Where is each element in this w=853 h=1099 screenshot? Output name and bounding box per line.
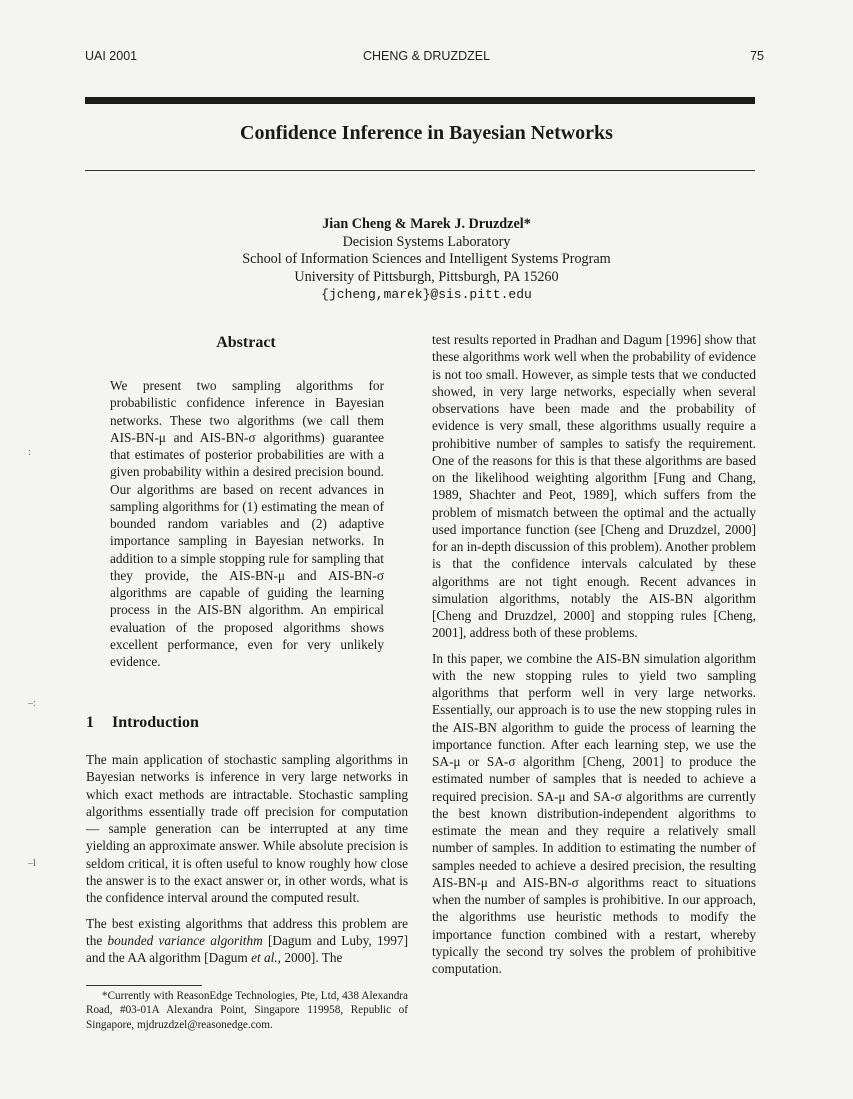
footnote-rule (86, 985, 202, 986)
abstract-heading: Abstract (216, 334, 276, 351)
scan-margin-mark: –: (28, 698, 36, 709)
intro-p2-text-c: [Dagum and Luby, 1997] and the AA algorithm [Dagum (86, 932, 408, 966)
title-bottom-rule (85, 170, 755, 172)
introduction-body (86, 751, 408, 975)
footnote-text: *Currently with ReasonEdge Technologies, Pte, Ltd, 438 Alexandra Road, #03-01A Alexandra Point, Singapore 119958, Republic of Singapore, mjdruzdzel@reasonedge.com. (86, 990, 408, 1031)
running-header-authors: CHENG & DRUZDZEL (362, 49, 491, 63)
scan-margin-mark: : (28, 447, 31, 458)
author-block (0, 216, 853, 304)
running-header-venue: UAI 2001 (85, 49, 138, 63)
section-number: 1 (86, 714, 94, 731)
intro-paragraph-2 (86, 915, 408, 967)
abstract-text: We present two sampling algorithms for probabilistic confidence inference in Bayesian networks. These two algorithms (we call them AIS-BN-μ and AIS-BN-σ algorithms) guarantee that estimates of posterior probabilities are with a given probability within a desired precision bound. Our algorithms are based on recent advances in sampling algorithms for (1) estimating the mean of bounded random variables and (2) adaptive importance sampling in Bayesian networks. In addition to a simple stopping rule for sampling that they provide, the AIS-BN-μ and AIS-BN-σ algorithms are capable of guiding the learning process in the AIS-BN algorithm. An empirical evaluation of the proposed algorithms shows excellent performance, even for very unlikely evidence. (110, 378, 384, 669)
scan-margin-mark: –l (28, 858, 36, 869)
intro-paragraph-1: The main application of stochastic sampling algorithms in Bayesian networks is inference in very large networks in which exact methods are intractable. Stochastic sampling algorithms essentially trade off precision for computation — sample generation can be interrupted at any time yielding an approximate answer. While absolute precision is seldom critical, it is often useful to know roughly how close the answer is to the exact answer or, in other words, what is the confidence interval around the computed result. (86, 752, 408, 906)
affiliation-school: School of Information Sciences and Intelligent Systems Program (242, 251, 611, 267)
intro-p2-italic-d: et al. (251, 950, 278, 966)
author-email: {jcheng,marek}@sis.pitt.edu (321, 287, 532, 302)
right-paragraph-2: In this paper, we combine the AIS-BN simulation algorithm with the new stopping rules to yield two sampling algorithms that perform well in very large networks. Essentially, our approach is to use the new stopping rules in the AIS-BN algorithm to guide the process of learning the importance function. After each learning step, we use the SA-μ or SA-σ algorithm [Cheng, 2001] to produce the estimated number of samples that is needed to achieve a required precision. SA-μ and SA-σ algorithms are currently the best known distribution-independent algorithms to estimate the mean and they require a relatively small number of samples. In addition to estimating the number of samples needed to achieve a desired precision, the resulting AIS-BN-μ and AIS-BN-σ algorithms react to situations when the number of samples is prohibitive. In our approach, the algorithms use heuristic methods to modify the importance function combined with a restart, whereby typically the second try solves the problem of prohibitive computation. (432, 650, 756, 976)
title-top-rule (85, 97, 755, 104)
author-names: Jian Cheng & Marek J. Druzdzel* (322, 216, 531, 232)
affiliation-lab: Decision Systems Laboratory (342, 233, 511, 250)
footnote (86, 989, 408, 1032)
intro-p2-italic-b: bounded variance algorithm (107, 932, 263, 948)
affiliation-university: University of Pittsburgh, Pittsburgh, PA 15260 (294, 268, 559, 285)
page-number: 75 (750, 49, 764, 63)
intro-p2-text-e: , 2000]. The (277, 950, 343, 966)
section-heading-introduction (86, 714, 199, 732)
right-paragraph-1: test results reported in Pradhan and Dagum [1996] show that these algorithms work well when the probability of evidence is not too small. However, as simple tests that we conducted showed, in very large networks, especially when several observations have been made and the probability of evidence is very small, these algorithms usually require a prohibitive number of samples to satisfy the requirement. One of the reasons for this is that these algorithms are based on the likelihood weighting algorithm [Fung and Chang, 1989, Shachter and Peot, 1989], which suffers from the problem of mismatch between the optimal and the actually used importance function (see [Cheng and Druzdzel, 2000] for an in-depth discussion of this problem). Another problem is that the confidence intervals calculated by these algorithms are not tight enough. Recent advances in simulation algorithms, notably the AIS-BN algorithm [Cheng and Druzdzel, 2000] and stopping rules [Cheng, 2001], address both of these problems. (432, 332, 756, 641)
section-title: Introduction (112, 714, 199, 731)
paper-title: Confidence Inference in Bayesian Networks (240, 122, 613, 144)
right-column (432, 331, 756, 985)
intro-p2-text-a: The best existing algorithms that address this problem are the (86, 915, 408, 948)
